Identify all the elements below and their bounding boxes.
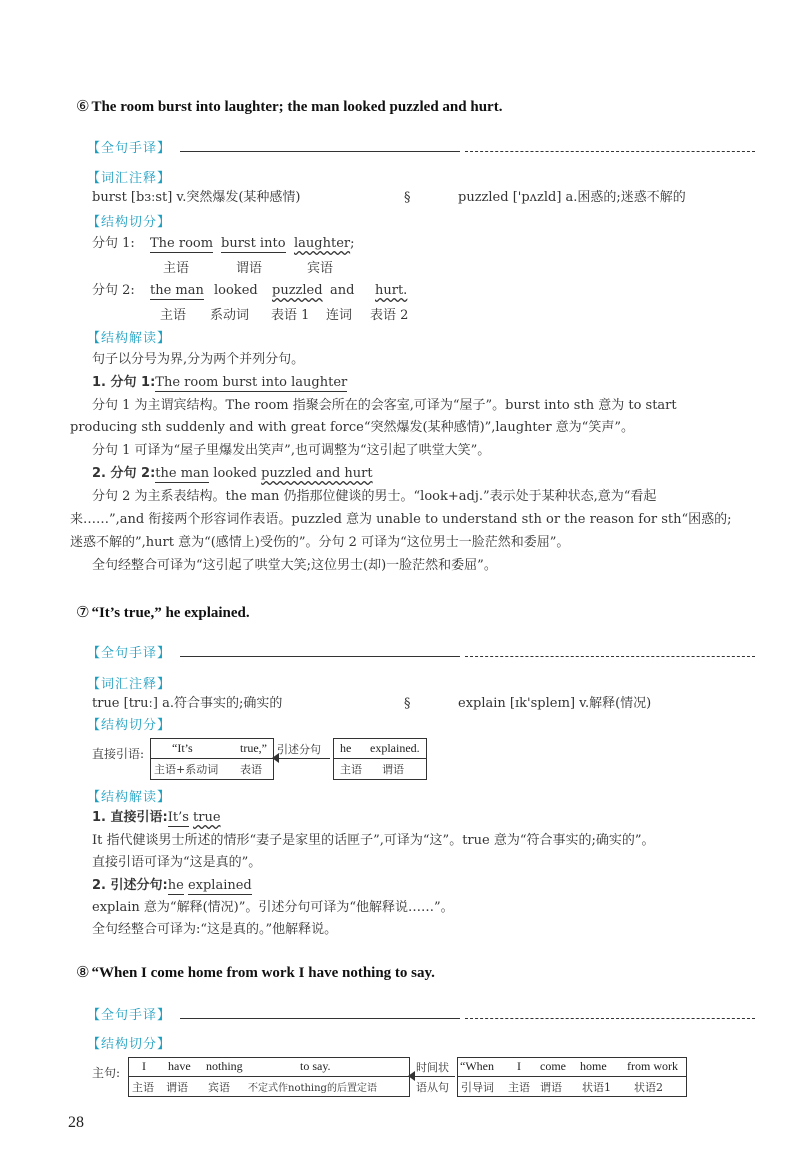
main-l3: 宾语 — [208, 1081, 230, 1094]
sentence-7-number: ⑦ — [76, 603, 90, 621]
analysis6-h2-w3: puzzled and hurt — [261, 466, 373, 481]
time-w3: come — [540, 1059, 566, 1073]
vocab-burst: burst [bɜːst] v.突然爆发(某种感情) — [92, 190, 301, 205]
analysis7-h1-w2: true — [193, 810, 221, 825]
analysis7-h1-w1: It’s — [167, 810, 189, 825]
direct-w2: true,” — [240, 741, 267, 755]
time-w4: home — [580, 1059, 607, 1073]
translate-line-7a — [180, 656, 460, 657]
analysis7-p3: explain 意为“解释(情况)”。引述分句可译为“他解释说……”。 — [92, 900, 454, 915]
main-w4: to say. — [300, 1059, 331, 1073]
time-clause-arrow-top: 时间状 — [416, 1061, 449, 1074]
reporting-l2: 谓语 — [382, 763, 404, 776]
analysis7-h2-w1: he — [167, 878, 184, 893]
clause2-label: 分句 2: — [92, 283, 135, 298]
main-clause-label: 主句: — [92, 1066, 121, 1080]
time-clause-arrow-bottom: 语从句 — [416, 1081, 449, 1094]
tag-translate-6: 【全句手译】 — [87, 141, 172, 156]
time-l5: 状语2 — [634, 1081, 663, 1094]
reporting-arrow-label: 引述分句 — [277, 743, 321, 756]
direct-speech-label: 直接引语: — [92, 747, 145, 761]
time-l3: 谓语 — [540, 1081, 562, 1094]
sentence-8-number: ⑧ — [76, 963, 90, 981]
vocab-explain: explain [ɪk'spleɪn] v.解释(情况) — [458, 696, 652, 711]
clause2-linkverb: looked — [214, 283, 258, 298]
time-w5: from work — [627, 1059, 678, 1073]
analysis7-p4: 全句经整合可译为:“这是真的。”他解释说。 — [92, 922, 338, 937]
analysis6-p2b: producing sth suddenly and with great force“突然爆发(某种感情)”,laughter 意为“笑声”。 — [70, 420, 634, 435]
time-l2: 主语 — [508, 1081, 530, 1094]
analysis6-h2-w1: the man — [155, 466, 210, 481]
main-l1: 主语 — [132, 1081, 154, 1094]
sentence-8-text: “When I come home from work I have nothing to say. — [91, 965, 435, 981]
tag-analysis-6: 【结构解读】 — [87, 331, 172, 346]
direct-l1: 主语+系动词 — [154, 763, 219, 776]
clause2-subject-label: 主语 — [160, 308, 187, 323]
arrow-left-icon — [272, 753, 279, 763]
main-l2: 谓语 — [166, 1081, 188, 1094]
analysis6-h1-prefix: 1. 分句 1: — [92, 375, 156, 390]
main-l4: 不定式作nothing的后置定语 — [248, 1083, 377, 1094]
vocab-puzzled: puzzled ['pʌzld] a.困惑的;迷惑不解的 — [458, 190, 686, 205]
sentence-7-text: “It’s true,” he explained. — [91, 605, 250, 621]
clause1-subject: The room — [150, 236, 214, 251]
direct-l2: 表语 — [240, 763, 262, 776]
clause2-conj: and — [330, 283, 355, 298]
translate-line-8a — [180, 1018, 460, 1019]
tag-split-6: 【结构切分】 — [87, 215, 172, 230]
clause2-subject: the man — [150, 283, 204, 298]
clause1-object: laughter — [294, 236, 351, 251]
time-w2: I — [517, 1059, 521, 1073]
analysis6-p1: 句子以分号为界,分为两个并列分句。 — [92, 352, 305, 367]
analysis6-p2a: 分句 1 为主谓宾结构。The room 指聚会所在的会客室,可译为“屋子”。burst into sth 意为 to start — [92, 398, 677, 413]
vocab-separator-6: § — [404, 190, 411, 205]
sentence-6-number: ⑥ — [76, 97, 90, 115]
time-clause-divider — [458, 1076, 686, 1077]
direct-w1: “It’s — [172, 741, 193, 755]
vocab-true: true [truː] a.符合事实的;确实的 — [92, 696, 283, 711]
clause2-linkverb-label: 系动词 — [210, 308, 250, 323]
clause2-pred1: puzzled — [272, 283, 323, 298]
vocab-separator-7: § — [404, 696, 411, 711]
tag-split-7: 【结构切分】 — [87, 718, 172, 733]
analysis6-h2-w2: looked — [213, 466, 258, 481]
translate-line-6b — [465, 151, 755, 152]
time-w1: “When — [460, 1059, 494, 1073]
analysis7-h1-prefix: 1. 直接引语: — [92, 810, 168, 825]
analysis7-p1: It 指代健谈男士所述的情形“妻子是家里的话匣子”,可译为“这”。true 意为“符合事实的;确实的”。 — [92, 833, 655, 848]
reporting-arrow-line — [277, 758, 330, 759]
analysis6-p4c: 迷惑不解的”,hurt 意为“(感情上)受伤的”。分句 2 可译为“这位男士一脸茫然和委屈”。 — [70, 535, 570, 550]
time-l4: 状语1 — [582, 1081, 611, 1094]
clause2-pred1-label: 表语 1 — [271, 308, 310, 323]
clause2-conj-label: 连词 — [326, 308, 353, 323]
clause1-label: 分句 1: — [92, 236, 135, 251]
analysis7-h2-w2: explained — [187, 878, 252, 893]
arrow-left-icon-2 — [408, 1071, 415, 1081]
translate-line-6a — [180, 151, 460, 152]
analysis6-h2-prefix: 2. 分句 2: — [92, 466, 156, 481]
translate-line-8b — [465, 1018, 755, 1019]
translate-line-7b — [465, 656, 755, 657]
analysis6-p3: 分句 1 可译为“屋子里爆发出笑声”,也可调整为“这引起了哄堂大笑”。 — [92, 443, 491, 458]
sentence-8-heading — [76, 963, 435, 982]
reporting-divider — [334, 758, 426, 759]
sentence-6-text: The room burst into laughter; the man looked puzzled and hurt. — [91, 99, 503, 115]
clause2-pred2: hurt. — [375, 283, 408, 298]
tag-analysis-7: 【结构解读】 — [87, 790, 172, 805]
analysis7-h2-prefix: 2. 引述分句: — [92, 878, 168, 893]
main-clause-divider — [129, 1076, 409, 1077]
clause1-verb-label: 谓语 — [236, 261, 263, 276]
sentence-6-heading — [76, 97, 502, 116]
analysis6-p5: 全句经整合可译为“这引起了哄堂大笑;这位男士(却)一脸茫然和委屈”。 — [92, 558, 497, 573]
reporting-w1: he — [340, 741, 352, 755]
tag-translate-8: 【全句手译】 — [87, 1008, 172, 1023]
tag-vocab-7: 【词汇注释】 — [87, 677, 172, 692]
tag-vocab-6: 【词汇注释】 — [87, 171, 172, 186]
clause1-verb: burst into — [221, 236, 286, 251]
analysis6-h1-text: The room burst into laughter — [155, 375, 348, 390]
reporting-w2: explained. — [370, 741, 420, 755]
analysis6-p4b: 来……”,and 衔接两个形容词作表语。puzzled 意为 unable to understand sth or the reason for sth“困惑的; — [70, 512, 732, 527]
main-w3: nothing — [206, 1059, 243, 1073]
analysis7-p2: 直接引语可译为“这是真的”。 — [92, 855, 262, 870]
clause2-pred2-label: 表语 2 — [370, 308, 409, 323]
tag-translate-7: 【全句手译】 — [87, 646, 172, 661]
reporting-l1: 主语 — [340, 763, 362, 776]
page-number: 28 — [68, 1114, 84, 1131]
time-clause-arrow-line — [414, 1076, 455, 1077]
tag-split-8: 【结构切分】 — [87, 1037, 172, 1052]
analysis6-p4a: 分句 2 为主系表结构。the man 仍指那位健谈的男士。“look+adj.”表示处于某种状态,意为“看起 — [92, 489, 657, 504]
direct-speech-divider — [151, 758, 273, 759]
main-w2: have — [168, 1059, 191, 1073]
time-l1: 引导词 — [461, 1081, 494, 1094]
main-w1: I — [142, 1059, 146, 1073]
sentence-7-heading — [76, 603, 250, 622]
clause1-subject-label: 主语 — [163, 261, 190, 276]
clause1-object-label: 宾语 — [307, 261, 334, 276]
